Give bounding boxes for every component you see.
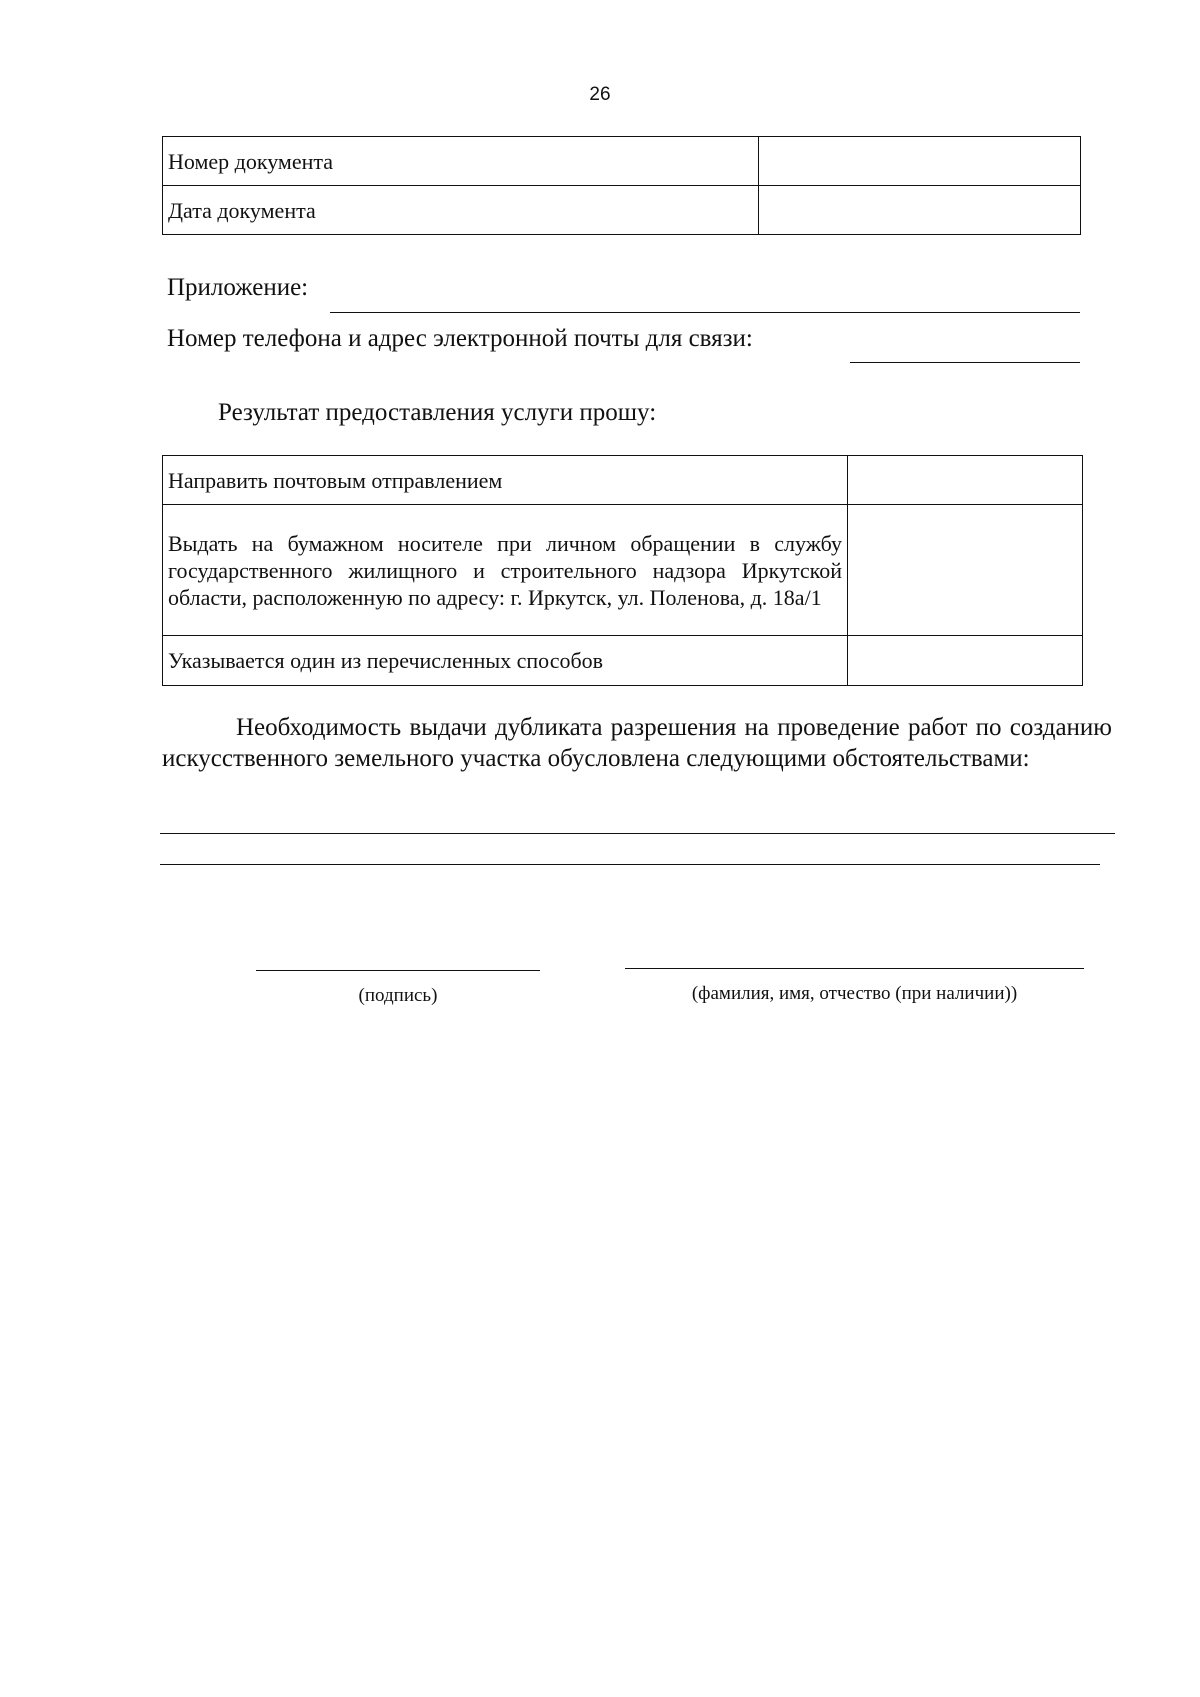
signature-line[interactable] <box>256 970 540 971</box>
reason-paragraph: Необходимость выдачи дубликата разрешения на проведение работ по созданию искусственного земельного участка обусловлена следующими обстоятельствами: <box>162 714 1112 772</box>
option-note-label: Указывается один из перечисленных способов <box>163 636 848 686</box>
table-row <box>163 186 1081 235</box>
option-note-cell[interactable] <box>848 636 1083 686</box>
table-row <box>163 505 1083 636</box>
table-row <box>163 456 1083 505</box>
option-post-label: Направить почтовым отправлением <box>163 456 848 505</box>
option-post-checkbox[interactable] <box>848 456 1083 505</box>
contact-label: Номер телефона и адрес электронной почты для связи: <box>167 325 753 352</box>
table-row <box>163 137 1081 186</box>
document-date-label: Дата документа <box>163 186 759 235</box>
reason-line-2[interactable] <box>160 864 1100 865</box>
full-name-line[interactable] <box>625 968 1084 969</box>
attachment-line[interactable] <box>330 312 1080 313</box>
option-in-person-label: Выдать на бумажном носителе при личном обращении в службу государственного жилищного и строительного надзора Иркутской области, расположенную по адресу: г. Иркутск, ул. Поленова, д. 18а/1 <box>163 505 848 636</box>
document-date-value[interactable] <box>759 186 1081 235</box>
full-name-caption: (фамилия, имя, отчество (при наличии)) <box>691 983 1018 1004</box>
option-in-person-checkbox[interactable] <box>848 505 1083 636</box>
page-number: 26 <box>589 84 611 105</box>
result-options-table <box>162 455 1083 686</box>
document-details-table <box>162 136 1081 235</box>
result-heading: Результат предоставления услуги прошу: <box>218 399 657 426</box>
attachment-label: Приложение: <box>167 274 309 301</box>
reason-line-1[interactable] <box>160 833 1115 834</box>
document-number-label: Номер документа <box>163 137 759 186</box>
signature-caption: (подпись) <box>358 985 438 1006</box>
contact-line[interactable] <box>850 362 1080 363</box>
table-row <box>163 636 1083 686</box>
document-number-value[interactable] <box>759 137 1081 186</box>
